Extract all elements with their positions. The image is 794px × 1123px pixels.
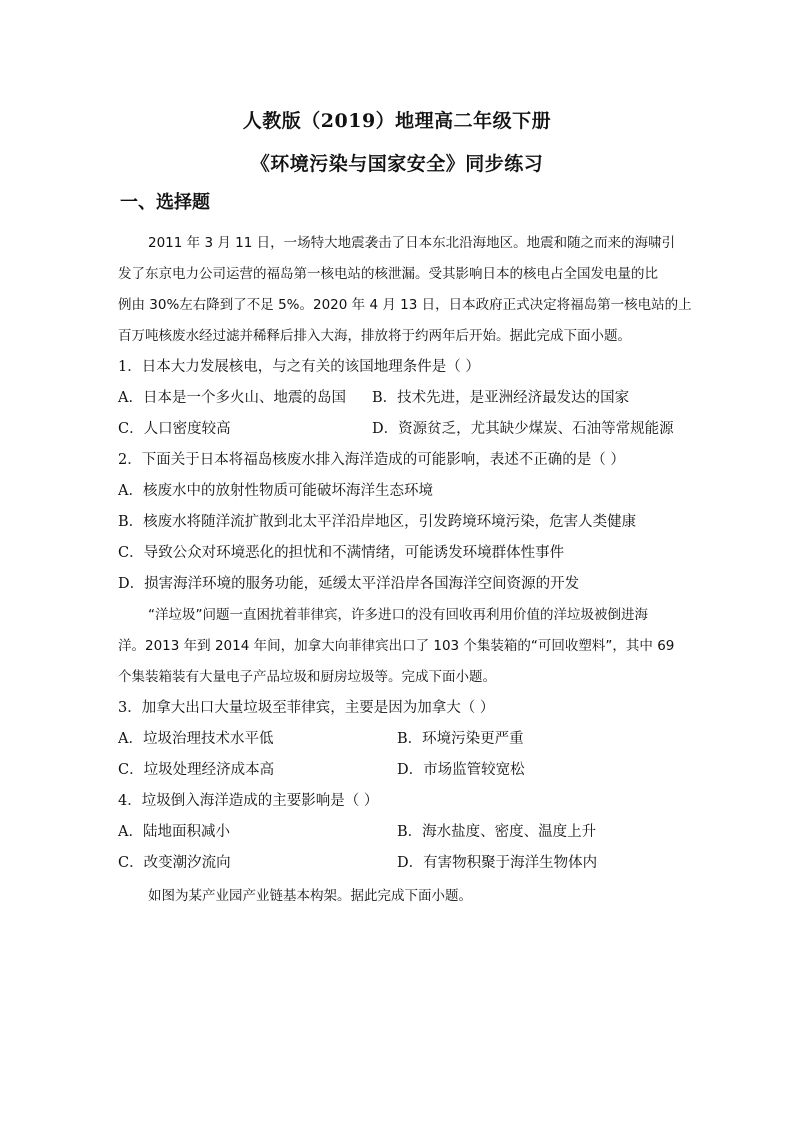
question-3-stem: 3．加拿大出口大量垃圾至菲律宾，主要是因为加拿大（ ） [118,700,495,716]
question-1-stem: 1．日本大力发展核电，与之有关的该国地理条件是（ ） [118,359,480,375]
question-4-option-b: B．海水盐度、密度、温度上升 [397,824,597,840]
question-2-option-d: D．损害海洋环境的服务功能，延缓太平洋沿岸各国海洋空间资源的开发 [118,576,580,592]
passage1-line: 2011 年 3 月 11 日，一场特大地震袭击了日本东北沿海地区。地震和随之而来的海啸引 [148,235,676,251]
question-3-option-c: C．垃圾处理经济成本高 [118,762,275,778]
section-heading: 一、选择题 [120,192,210,213]
question-4-stem: 4．垃圾倒入海洋造成的主要影响是（ ） [118,793,379,809]
passage1-line: 百万吨核废水经过滤并稀释后排入大海，排放将于约两年后开始。据此完成下面小题。 [118,328,631,344]
document-title: 人教版（2019）地理高二年级下册 [242,110,552,132]
question-2-stem: 2．下面关于日本将福岛核废水排入海洋造成的可能影响，表述不正确的是（ ） [118,452,625,468]
question-2-option-c: C．导致公众对环境恶化的担忧和不满情绪，可能诱发环境群体性事件 [118,545,565,561]
question-4-option-c: C．改变潮汐流向 [118,855,231,871]
question-2-option-b: B．核废水将随洋流扩散到北太平洋沿岸地区，引发跨境环境污染，危害人类健康 [118,514,637,530]
passage2-line: “洋垃圾”问题一直困扰着菲律宾，许多进口的没有回收再利用价值的洋垃圾被倒进海 [148,607,648,623]
passage3-line: 如图为某产业园产业链基本构架。据此完成下面小题。 [148,888,472,904]
question-2-option-a: A．核废水中的放射性物质可能破坏海洋生态环境 [118,483,433,499]
document-subtitle: 《环境污染与国家安全》同步练习 [250,153,544,175]
question-3-option-b: B．环境污染更严重 [397,731,524,747]
passage1-line: 发了东京电力公司运营的福岛第一核电站的核泄漏。受其影响日本的核电占全国发电量的比 [118,266,658,282]
question-1-option-d: D．资源贫乏，尤其缺少煤炭、石油等常规能源 [372,421,674,437]
question-4-option-d: D．有害物积聚于海洋生物体内 [397,855,598,871]
passage2-line: 个集装箱装有大量电子产品垃圾和厨房垃圾等。完成下面小题。 [118,669,496,685]
question-1-option-a: A．日本是一个多火山、地震的岛国 [118,390,346,406]
passage2-line: 洋。2013 年到 2014 年间，加拿大向菲律宾出口了 103 个集装箱的“可回收塑料”，其中 69 [118,638,675,654]
question-3-option-d: D．市场监管较宽松 [397,762,525,778]
question-1-option-b: B．技术先进，是亚洲经济最发达的国家 [372,390,630,406]
passage1-line: 例由 30%左右降到了不足 5%。2020 年 4 月 13 日，日本政府正式决定将福岛第一核电站的上 [118,297,692,313]
question-1-option-c: C．人口密度较高 [118,421,231,437]
question-3-option-a: A．垃圾治理技术水平低 [118,731,274,747]
question-4-option-a: A．陆地面积减小 [118,824,230,840]
